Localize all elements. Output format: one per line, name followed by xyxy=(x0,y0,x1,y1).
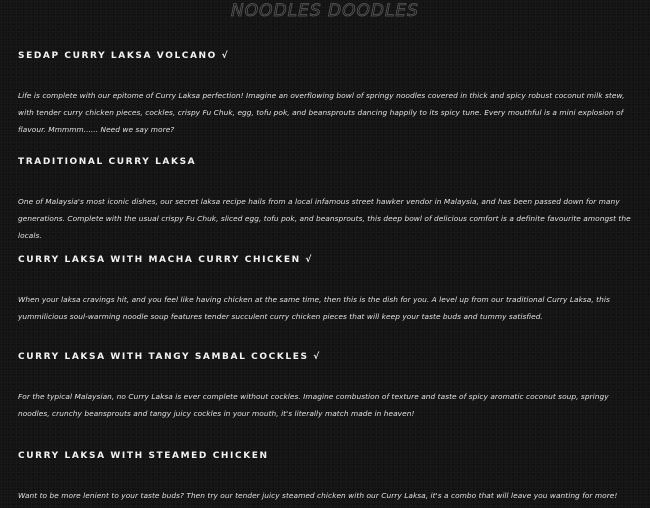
menu-item-name: TRADITIONAL CURRY LAKSA xyxy=(18,157,197,167)
menu-item-description: Want to be more lenient to your taste buds? Then try our tender juicy steamed chicken with our Curry Laksa, it's a combo that will leave you wanting for more! xyxy=(18,491,618,500)
menu-item-name: CURRY LAKSA WITH STEAMED CHICKEN xyxy=(18,451,269,461)
menu-item-description: For the typical Malaysian, no Curry Laksa is ever complete without cockles. Imagine combustion of texture and taste of spicy aromatic coconut soup, springy noodles, crunchy beansprouts and tangy juicy cockles in your mouth, it's literally match made in heaven! xyxy=(18,392,609,418)
menu-item-name: CURRY LAKSA WITH MACHA CURRY CHICKEN √ xyxy=(18,255,314,265)
menu-item xyxy=(18,351,640,422)
menu-item xyxy=(18,254,640,325)
section-title: NOODLES DOODLES xyxy=(231,1,419,21)
menu-item-name: CURRY LAKSA WITH TANGY SAMBAL COCKLES √ xyxy=(18,352,321,362)
menu-item-description: One of Malaysia's most iconic dishes, our secret laksa recipe hails from a local infamous street hawker vendor in Malaysia, and has been passed down for many generations. Complete with the usual crispy Fu Chuk, sliced egg, tofu pok, and beansprouts, this deep bowl of delicious comfort is a definite favourite amongst the locals. xyxy=(18,197,631,240)
menu-item xyxy=(18,50,640,138)
menu-item-description: When your laksa cravings hit, and you feel like having chicken at the same time, then this is the dish for you. A level up from our traditional Curry Laksa, this yummilicious soul-warming noodle soup features tender succulent curry chicken pieces that will keep your taste buds and tummy satisfied. xyxy=(18,295,610,321)
menu-item xyxy=(18,156,640,244)
menu-item-description: Life is complete with our epitome of Curry Laksa perfection! Imagine an overflowing bowl of springy noodles covered in thick and spicy robust coconut milk stew, with tender curry chicken pieces, cockles, crispy Fu Chuk, egg, tofu pok, and beansprouts dancing happily to its spicy tune. Every mouthful is a mini explosion of flavour. Mmmmm...... Need we say more? xyxy=(18,91,625,134)
menu-item xyxy=(18,450,640,504)
menu-item-name: SEDAP CURRY LAKSA VOLCANO √ xyxy=(18,51,230,61)
